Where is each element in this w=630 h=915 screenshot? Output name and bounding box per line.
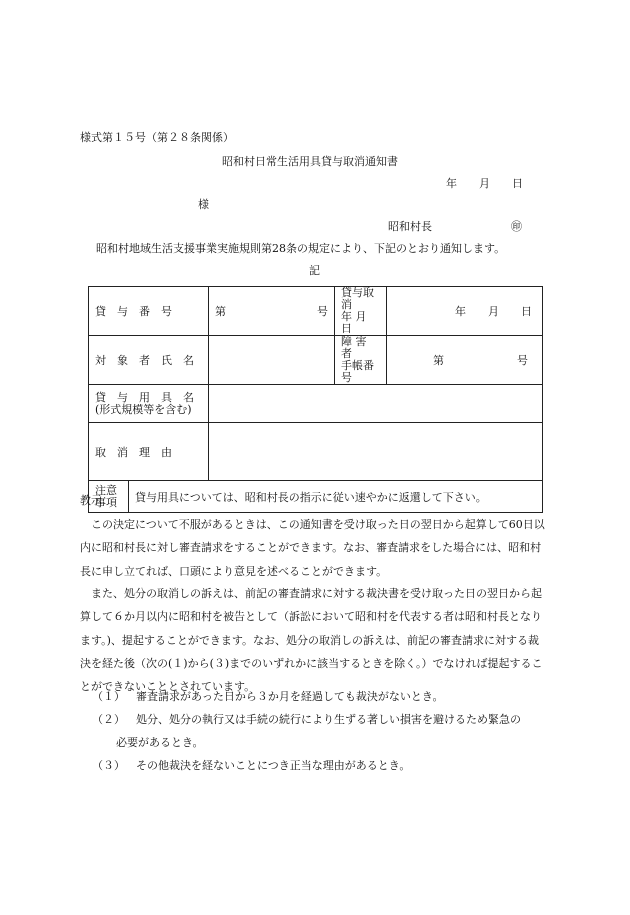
document-title: 昭和村日常生活用具貸与取消通知書 [222,155,398,168]
equipment-field[interactable] [209,385,543,423]
reason-label: 取 消 理 由 [89,423,209,481]
notice-text: 貸与用具については、昭和村長の指示に従い速やかに返還して下さい。 [129,481,543,513]
issuer: 昭和村長 [388,220,432,233]
seal-mark: ㊞ [511,220,522,233]
intro-text: 昭和村地域生活支援事業実施規則第28条の規定により、下記のとおり通知します。 [96,242,506,255]
loan-number-field[interactable]: 第 号 [209,287,335,336]
issue-date: 年 月 日 [446,177,523,190]
row-loan-number [89,287,543,336]
loan-number-label: 貸 与 番 号 [89,287,209,336]
target-name-label: 対 象 者 氏 名 [89,336,209,385]
item-2-text-line-2: 必要があるとき。 [116,736,204,749]
handbook-label: 障 害 者 手帳番号 [335,336,387,385]
row-reason [89,423,543,481]
equipment-label: 貸 与 用 具 名 (形式規模等を含む) [89,385,209,423]
item-2-number: （２） [92,713,125,726]
cancel-date-label: 貸与取消 年 月 日 [335,287,387,336]
notice-form-table [88,286,543,513]
item-2-text-line-1: 処分、処分の執行又は手続の続行により生ずる著しい損害を避けるため緊急の [136,713,521,726]
form-number: 様式第１５号（第２８条関係） [80,131,234,144]
item-1-number: （１） [92,690,125,703]
row-equipment [89,385,543,423]
item-3-number: （３） [92,759,125,772]
row-target-name [89,336,543,385]
reason-field[interactable] [209,423,543,481]
cancel-date-field[interactable]: 年 月 日 [387,287,543,336]
instruction-paragraph-2: また、処分の取消しの訴えは、前記の審査請求に対する裁決書を受け取った日の翌日から起算して６か月以内に昭和村を被告として（訴訟において昭和村を代表する者は昭和村長となります。)、提起することができます。なお、処分の取消しの訴えは、前記の審査請求に対する裁決を経た後（次の(１)から(３)までのいずれかに該当するときを除く。）でなければ提起することができないこととされています。 [80,587,543,694]
row-notice [89,481,543,513]
addressee-suffix: 様 [198,198,209,211]
instruction-heading: 教示 [80,494,102,507]
target-name-field[interactable] [209,336,335,385]
ki-mark: 記 [309,264,320,277]
instruction-paragraph-1: この決定について不服があるときは、この通知書を受け取った日の翌日から起算して60日以内に昭和村長に対し審査請求をすることができます。なお、審査請求をした場合には、昭和村長に申し立てれば、口頭により意見を述べることができます。 [80,518,545,578]
handbook-number-field[interactable]: 第 号 [387,336,543,385]
item-3-text: その他裁決を経ないことにつき正当な理由があるとき。 [136,759,411,772]
item-1-text: 審査請求があった日から３か月を経過しても裁決がないとき。 [136,690,444,703]
notice-label: 注意 事項 [89,481,129,513]
